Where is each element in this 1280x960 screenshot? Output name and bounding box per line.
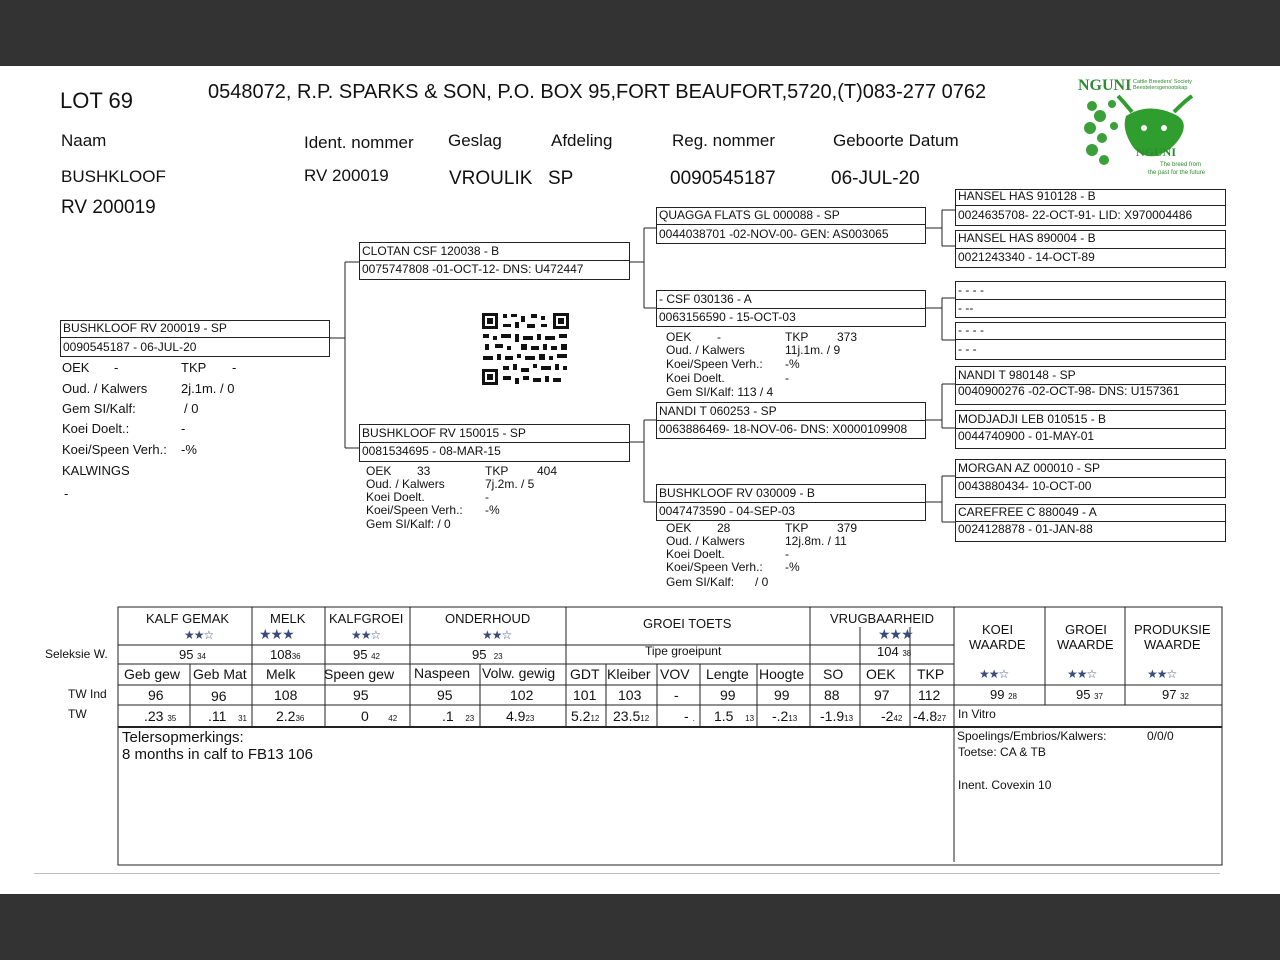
subject-verh-value: -% <box>181 442 197 457</box>
gen3-2-line2: 0021243340 - 14-OCT-89 <box>958 250 1095 264</box>
tw-tkp-sub: 27 <box>937 714 947 723</box>
sires-sire-line1: QUAGGA FLATS GL 000088 - SP <box>659 208 840 222</box>
groei-waarde-l2: WAARDE <box>1057 637 1114 652</box>
produksie-waarde-l2: WAARDE <box>1144 637 1201 652</box>
twind-naspeen: 95 <box>437 687 453 703</box>
subject-line2: 0090545187 - 06-JUL-20 <box>63 340 197 354</box>
group-onderhoud: ONDERHOUD <box>445 611 531 626</box>
twind-lengte: 99 <box>720 687 736 703</box>
kalf-gemak-sel-value: 95 <box>179 647 194 662</box>
dam-line1: BUSHKLOOF RV 150015 - SP <box>362 426 526 440</box>
koei-waarde-l2: WAARDE <box>969 637 1026 652</box>
koei-waarde-ind-sub: 28 <box>1008 692 1017 701</box>
melk-sel <box>270 647 301 662</box>
sd-verh-label: Koei/Speen Verh.: <box>666 357 763 371</box>
dd-tkp-value: 379 <box>837 521 858 535</box>
sires-sire-line2: 0044038701 -02-NOV-00- GEN: AS003065 <box>659 227 889 241</box>
remarks-text: 8 months in calf to FB13 106 <box>122 746 313 763</box>
twind-tkp: 112 <box>918 687 941 703</box>
dd-tkp-label: TKP <box>785 521 809 535</box>
tw-gdt-value: 5.2 <box>571 708 591 724</box>
tw-hoogte-value: -.2 <box>772 708 789 724</box>
sd-doelt-label: Koei Doelt. <box>666 371 725 385</box>
remarks-title: Telersopmerkings: <box>122 729 244 746</box>
groei-waarde-stars: ★★☆ <box>1067 667 1097 681</box>
groei-waarde-l1: GROEI <box>1065 622 1107 637</box>
gen3-1-line2: 0024635708- 22-OCT-91- LID: X970004486 <box>958 208 1193 222</box>
tw-geb-gew <box>144 708 176 724</box>
subject-tkp-value: - <box>232 360 237 375</box>
tw-gdt-sub: 12 <box>590 714 600 723</box>
sires-dam-line2: 0063156590 - 15-OCT-03 <box>659 310 796 324</box>
tw-so-sub: 13 <box>844 714 854 723</box>
group-melk: MELK <box>270 611 306 626</box>
breeder-info: 0548072, R.P. SPARKS & SON, P.O. BOX 95,FORT BEAUFORT,5720,(T)083-277 0762 <box>208 81 987 103</box>
tw-speen-gew-value: 0 <box>361 708 369 724</box>
dam-tkp-label: TKP <box>485 464 509 478</box>
logo-name: NGUNI <box>1078 77 1132 94</box>
trait-header-melk: Melk <box>266 666 296 682</box>
tw-lengte <box>714 708 754 724</box>
dd-oek-value: 28 <box>717 521 731 535</box>
dam-oek-label: OEK <box>366 464 392 478</box>
dam-verh-value: -% <box>485 503 500 517</box>
gen3-7-line1: MORGAN AZ 000010 - SP <box>958 461 1101 475</box>
twind-oek: 97 <box>874 687 890 703</box>
produksie-waarde-l1: PRODUKSIE <box>1134 622 1211 637</box>
kalwings-label: KALWINGS <box>62 463 130 478</box>
vrugbaarheid-sel-value: 104 <box>877 644 899 659</box>
sd-oud-value: 11j.1m. / 9 <box>785 343 841 357</box>
group-vrugbaarheid: VRUGBAARHEID <box>830 611 935 626</box>
gen3-2-line1: HANSEL HAS 890004 - B <box>958 231 1096 245</box>
tw-naspeen-sub: 23 <box>465 714 475 723</box>
twind-speen-gew: 95 <box>353 687 369 703</box>
tw-geb-mat <box>208 708 247 724</box>
produksie-waarde-ind-value: 97 <box>1162 687 1177 702</box>
gen3-3-line1: - - - - <box>958 283 984 297</box>
dd-verh-label: Koei/Speen Verh.: <box>666 560 763 574</box>
trait-header-vov: VOV <box>660 666 690 682</box>
tw-melk <box>276 708 304 724</box>
trait-header-speen-gew: Speen gew <box>324 666 395 682</box>
label-afdeling: Afdeling <box>551 131 613 150</box>
produksie-waarde-ind <box>1162 687 1189 702</box>
tw-hoogte-sub: 13 <box>788 714 798 723</box>
tw-geb-gew-value: .23 <box>144 708 164 724</box>
tw-kleiber-sub: 12 <box>640 714 650 723</box>
tw-hoogte <box>772 708 797 724</box>
dam-oek-value: 33 <box>417 464 431 478</box>
trait-header-kleiber: Kleiber <box>607 666 651 682</box>
vrugbaarheid-sel <box>877 644 911 659</box>
produksie-waarde-ind-sub: 32 <box>1180 692 1189 701</box>
twind-melk: 108 <box>274 687 298 703</box>
subject-verh-label: Koei/Speen Verh.: <box>62 442 167 457</box>
dam-verh-label: Koei/Speen Verh.: <box>366 503 463 517</box>
label-ident: Ident. nommer <box>304 133 414 152</box>
dd-doelt-value: - <box>785 547 789 561</box>
twind-geb-gew: 96 <box>148 687 164 703</box>
dams-dam-line1: BUSHKLOOF RV 030009 - B <box>659 486 815 500</box>
tw-tkp <box>913 708 946 724</box>
groei-waarde-ind-value: 95 <box>1076 687 1091 702</box>
gen3-3-line2: - -- <box>958 301 974 315</box>
label-geslag: Geslag <box>448 131 502 150</box>
dam-doelt-label: Koei Doelt. <box>366 490 425 504</box>
tw-speen-gew-sub: 42 <box>388 714 398 723</box>
onderhoud-stars: ★★☆ <box>482 628 512 642</box>
dam-gem: Gem SI/Kalf: / 0 <box>366 517 451 531</box>
trait-header-lengte: Lengte <box>706 666 749 682</box>
trait-header-so: SO <box>823 666 844 682</box>
dam-oud-value: 7j.2m. / 5 <box>485 477 535 491</box>
subject-oud-value: 2j.1m. / 0 <box>181 381 235 396</box>
sd-tkp-value: 373 <box>837 330 858 344</box>
logo-name2: NGUNI <box>1136 145 1177 159</box>
sd-tkp-label: TKP <box>785 330 809 344</box>
trait-header-naspeen: Naspeen <box>414 665 471 681</box>
twind-vov: - <box>674 687 679 703</box>
dam-tkp-value: 404 <box>537 464 558 478</box>
dams-sire-line1: NANDI T 060253 - SP <box>659 404 777 418</box>
dd-gem-value: / 0 <box>755 575 769 589</box>
dd-oek-label: OEK <box>666 521 692 535</box>
tw-vov-sub: . <box>692 714 695 723</box>
spoelings-value: 0/0/0 <box>1147 729 1174 743</box>
tw-lengte-value: 1.5 <box>714 708 734 724</box>
sd-oek-value: - <box>717 330 721 344</box>
tw-melk-value: 2.2 <box>276 708 296 724</box>
logo-line1: Cattle Breeders' Society <box>1133 79 1192 85</box>
twind-so: 88 <box>824 687 840 703</box>
gen3-5-line2: 0040900276 -02-OCT-98- DNS: U157361 <box>958 384 1180 398</box>
gen3-1-line1: HANSEL HAS 910128 - B <box>958 189 1096 203</box>
tw-vov-value: - <box>684 708 689 724</box>
label-reg: Reg. nommer <box>672 131 775 150</box>
subject-oek-label: OEK <box>62 360 90 375</box>
gen3-6-line2: 0044740900 - 01-MAY-01 <box>958 429 1095 443</box>
tw-vov <box>684 708 695 724</box>
sd-oud-label: Oud. / Kalwers <box>666 343 745 357</box>
subject-tkp-label: TKP <box>181 360 207 375</box>
produksie-waarde-stars: ★★☆ <box>1147 667 1177 681</box>
sd-doelt-value: - <box>785 371 789 385</box>
twind-gdt: 101 <box>573 687 597 703</box>
animal-geboorte: 06-JUL-20 <box>831 168 920 189</box>
koei-waarde-ind <box>990 687 1017 702</box>
inent: Inent. Covexin 10 <box>958 778 1052 792</box>
trait-header-geb-mat: Geb Mat <box>193 666 247 682</box>
tw-tkp-value: -4.8 <box>913 708 938 724</box>
gen3-5-line1: NANDI T 980148 - SP <box>958 368 1076 382</box>
gen3-8-line2: 0024128878 - 01-JAN-88 <box>958 522 1093 536</box>
dd-doelt-label: Koei Doelt. <box>666 547 725 561</box>
animal-ident-large: RV 200019 <box>61 197 156 218</box>
tw-gdt <box>571 708 599 724</box>
koei-waarde-ind-value: 99 <box>990 687 1005 702</box>
subject-oud-label: Oud. / Kalwers <box>62 381 148 396</box>
subject-line1: BUSHKLOOF RV 200019 - SP <box>63 321 227 335</box>
dams-sire-line2: 0063886469- 18-NOV-06- DNS: X0000109908 <box>659 422 908 436</box>
logo-tagline1: The breed from <box>1160 162 1202 168</box>
tw-oek <box>881 708 902 724</box>
tw-oek-sub: 42 <box>893 714 903 723</box>
tw-volw-gewig <box>506 708 534 724</box>
toetse: Toetse: CA & TB <box>958 745 1046 759</box>
tw-oek-value: -2 <box>881 708 894 724</box>
animal-afdeling: SP <box>548 168 574 189</box>
kalf-gemak-stars: ★★☆ <box>184 628 214 642</box>
tw-volw-gewig-sub: 23 <box>525 714 535 723</box>
kalf-gemak-sel <box>179 647 206 662</box>
row-label-seleksie: Seleksie W. <box>45 647 108 661</box>
spoelings-label: Spoelings/Embrios/Kalwers: <box>957 729 1107 743</box>
kalfgroei-sel <box>353 647 380 662</box>
dams-dam-line2: 0047473590 - 04-SEP-03 <box>659 504 796 518</box>
subject-doelt-value: - <box>181 421 186 436</box>
dd-oud-label: Oud. / Kalwers <box>666 534 745 548</box>
koei-waarde-stars: ★★☆ <box>979 667 1009 681</box>
animal-geslag: VROULIK <box>449 168 533 189</box>
kalfgroei-sel-value: 95 <box>353 647 368 662</box>
tw-kleiber-value: 23.5 <box>613 708 641 724</box>
trait-header-volw-gewig: Volw. gewig <box>482 665 556 681</box>
logo-line2: Beestelersgenootskap <box>1133 85 1188 91</box>
kalwings-value: - <box>64 486 69 501</box>
group-kalfgroei: KALFGROEI <box>329 611 404 626</box>
sire-line2: 0075747808 -01-OCT-12- DNS: U472447 <box>362 262 584 276</box>
sd-gem: Gem SI/Kalf: 113 / 4 <box>666 385 774 399</box>
group-groei-toets: GROEI TOETS <box>643 616 732 631</box>
dd-oud-value: 12j.8m. / 11 <box>785 534 847 548</box>
trait-header-geb-gew: Geb gew <box>124 666 181 682</box>
kalf-gemak-sel-sub: 34 <box>197 652 206 661</box>
kalfgroei-stars: ★★☆ <box>351 628 381 642</box>
tw-geb-mat-sub: 31 <box>238 714 248 723</box>
gen3-6-line1: MODJADJI LEB 010515 - B <box>958 412 1107 426</box>
tw-melk-sub: 36 <box>295 714 305 723</box>
lot-number: LOT 69 <box>60 88 133 113</box>
in-vitro-label: In Vitro <box>958 707 996 721</box>
twind-volw-gewig: 102 <box>510 687 534 703</box>
subject-gem-value: / 0 <box>184 401 199 416</box>
group-kalf-gemak: KALF GEMAK <box>146 611 230 626</box>
melk-sel-sub: 36 <box>291 652 301 661</box>
trait-header-tkp: TKP <box>917 666 945 682</box>
onderhoud-sel-sub: 23 <box>493 652 503 661</box>
onderhoud-sel-value: 95 <box>472 647 487 662</box>
twind-geb-mat: 96 <box>211 688 227 704</box>
vrugbaarheid-stars: ★★★ <box>878 626 913 642</box>
trait-header-gdt: GDT <box>570 666 600 682</box>
trait-header-oek: OEK <box>866 666 896 682</box>
subject-doelt-label: Koei Doelt.: <box>62 421 130 436</box>
tw-volw-gewig-value: 4.9 <box>506 708 526 724</box>
twind-kleiber: 103 <box>618 687 642 703</box>
dam-doelt-value: - <box>485 490 489 504</box>
sd-oek-label: OEK <box>666 330 692 344</box>
tw-naspeen-value: .1 <box>442 708 454 724</box>
tw-kleiber <box>613 708 649 724</box>
dd-verh-value: -% <box>785 560 800 574</box>
groei-waarde-ind <box>1076 687 1103 702</box>
twind-hoogte: 99 <box>774 687 790 703</box>
gen3-7-line2: 0043880434- 10-OCT-00 <box>958 479 1092 493</box>
sires-dam-line1: - CSF 030136 - A <box>659 292 752 306</box>
vrugbaarheid-sel-sub: 38 <box>902 649 912 658</box>
animal-naam: BUSHKLOOF <box>61 167 166 186</box>
sd-verh-value: -% <box>785 357 800 371</box>
gen3-4-line1: - - - - <box>958 323 984 337</box>
groei-waarde-ind-sub: 37 <box>1094 692 1103 701</box>
groei-toets-sub: Tipe groeipunt <box>645 644 722 658</box>
tw-lengte-sub: 13 <box>745 714 755 723</box>
melk-sel-value: 108 <box>270 647 292 662</box>
tw-speen-gew <box>361 708 397 724</box>
row-label-twind: TW Ind <box>68 687 107 701</box>
trait-header-hoogte: Hoogte <box>759 666 805 682</box>
tw-so-value: -1.9 <box>820 708 845 724</box>
subject-gem-label: Gem SI/Kalf: <box>62 401 136 416</box>
sire-line1: CLOTAN CSF 120038 - B <box>362 244 500 258</box>
dam-oud-label: Oud. / Kalwers <box>366 477 445 491</box>
koei-waarde-l1: KOEI <box>982 622 1014 637</box>
animal-ident: RV 200019 <box>304 166 389 185</box>
tw-geb-mat-value: .11 <box>208 708 227 724</box>
gen3-4-line2: - - - <box>958 342 977 356</box>
kalfgroei-sel-sub: 42 <box>371 652 380 661</box>
tw-naspeen <box>442 708 474 724</box>
animal-reg: 0090545187 <box>670 168 776 189</box>
subject-oek-value: - <box>114 360 119 375</box>
row-label-tw: TW <box>68 707 87 721</box>
logo-tagline2: the past for the future <box>1148 170 1206 176</box>
tw-so <box>820 708 853 724</box>
dd-gem-label: Gem SI/Kalf: <box>666 575 735 589</box>
label-naam: Naam <box>61 131 107 150</box>
tw-geb-gew-sub: 35 <box>167 714 177 723</box>
footer-rule <box>34 873 1220 874</box>
label-geboorte: Geboorte Datum <box>833 131 959 150</box>
melk-stars: ★★★ <box>259 626 294 642</box>
onderhoud-sel <box>472 647 503 662</box>
gen3-8-line1: CAREFREE C 880049 - A <box>958 505 1097 519</box>
dam-line2: 0081534695 - 08-MAR-15 <box>362 444 501 458</box>
